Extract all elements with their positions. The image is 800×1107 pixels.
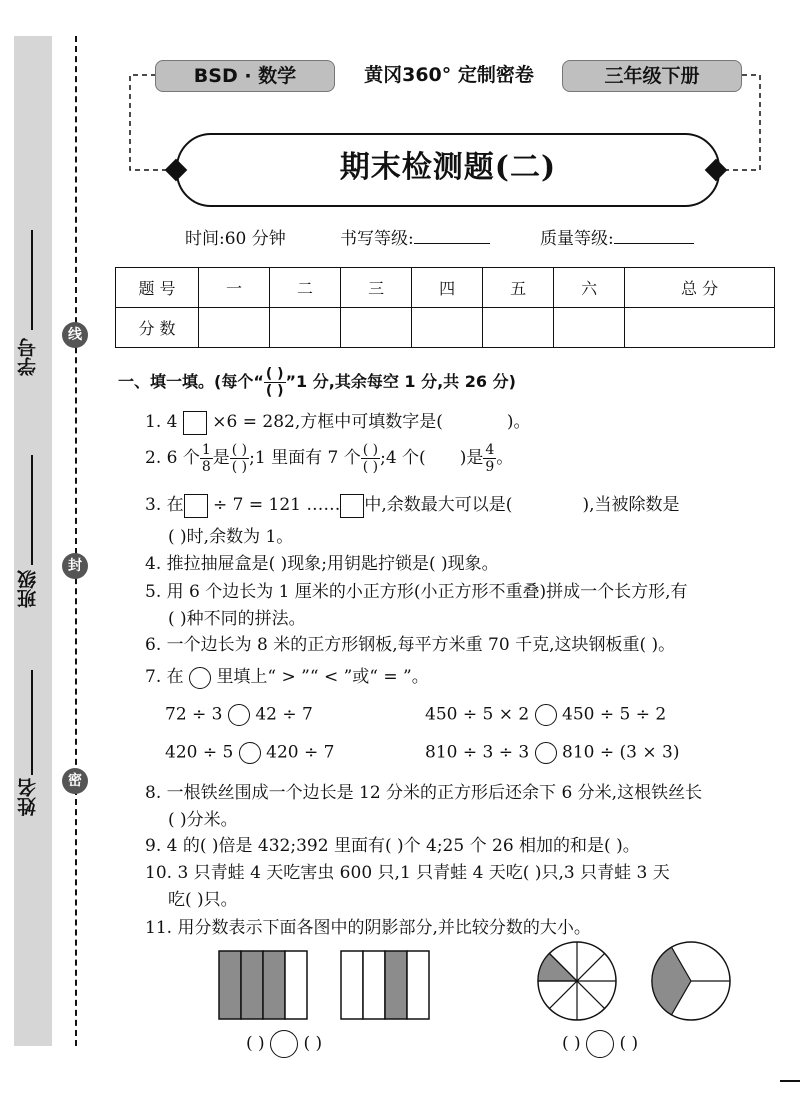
rectangle-figure-1 <box>218 950 310 1020</box>
compare-1: 72 ÷ 3 42 ÷ 7 <box>165 704 313 725</box>
answer-blank[interactable]: ( ) <box>246 1033 265 1054</box>
score-cell[interactable] <box>412 308 483 348</box>
question-9: 9. 4 的( )倍是 432;392 里面有( )个 4;25 个 26 相加的和是( )。 <box>145 836 640 856</box>
binding-margin <box>14 36 52 1046</box>
blank-fraction[interactable]: $\frac{( )}{( )}$ <box>362 442 379 475</box>
score-cell[interactable] <box>483 308 554 348</box>
circle-figure-1 <box>536 940 618 1022</box>
score-cell[interactable] <box>341 308 412 348</box>
header-cell: 题 号 <box>116 268 199 308</box>
section-1-title: 一、填一填。(每个“ $\frac{( )}{( )}$ ”1 分,其余每空 1 分,共 26 分) <box>118 366 516 399</box>
header-cell: 三 <box>341 268 412 308</box>
answer-box[interactable] <box>340 494 364 518</box>
page-title: 期末检测题(二) <box>176 133 720 207</box>
question-3: 3. 在 ÷ 7 = 121 …… 中,余数最大可以是( ),当被除数是 <box>145 490 680 518</box>
blank-fraction: $\frac{( )}{( )}$ <box>265 366 284 399</box>
compare-circle[interactable] <box>270 1030 298 1058</box>
question-5-line2: ( )种不同的拼法。 <box>168 609 306 629</box>
header-cell: 二 <box>270 268 341 308</box>
header-cell: 总 分 <box>625 268 775 308</box>
time-limit: 时间:60 分钟 <box>185 229 286 249</box>
score-table-header-row <box>116 268 775 308</box>
page-edge-mark <box>780 1080 800 1082</box>
name-line <box>31 670 33 775</box>
quality-grade: 质量等级: <box>540 224 694 249</box>
header-cell: 一 <box>199 268 270 308</box>
compare-4: 810 ÷ 3 ÷ 3 810 ÷ (3 × 3) <box>425 742 680 763</box>
compare-circle[interactable] <box>535 704 557 726</box>
student-id-label: 学号 <box>17 338 39 376</box>
answer-blank[interactable]: ( ) <box>619 1033 639 1054</box>
question-11: 11. 用分数表示下面各图中的阴影部分,并比较分数的大小。 <box>145 918 591 938</box>
seal-tag-xian: 线 <box>62 322 88 348</box>
q11-answer-pair-1 <box>246 1030 322 1058</box>
score-cell[interactable] <box>270 308 341 348</box>
name-label: 姓名 <box>17 778 39 816</box>
question-10: 10. 3 只青蛙 4 天吃害虫 600 只,1 只青蛙 4 天吃( )只,3 只青蛙 3 天 <box>145 863 670 883</box>
class-label: 班级 <box>17 570 39 608</box>
seal-dashed-line <box>75 36 77 1046</box>
header-cell: 四 <box>412 268 483 308</box>
score-cell[interactable] <box>554 308 625 348</box>
question-4: 4. 推拉抽屉盒是( )现象;用钥匙拧锁是( )现象。 <box>145 554 499 574</box>
score-table-score-row <box>116 308 775 348</box>
class-line <box>31 455 33 565</box>
compare-2: 450 ÷ 5 × 2 450 ÷ 5 ÷ 2 <box>425 704 667 725</box>
question-7: 7. 在 里填上“ > ”“ < ”或“ = ”。 <box>145 667 429 687</box>
student-id-line <box>31 230 33 330</box>
compare-circle[interactable] <box>228 704 250 726</box>
compare-circle[interactable] <box>239 742 261 764</box>
score-row-label: 分 数 <box>116 308 199 348</box>
question-10-line2: 吃( )只。 <box>168 890 238 910</box>
score-cell[interactable] <box>199 308 270 348</box>
grade-badge: 三年级下册 <box>562 60 742 92</box>
question-5: 5. 用 6 个边长为 1 厘米的小正方形(小正方形不重叠)拼成一个长方形,有 <box>145 582 688 602</box>
compare-circle[interactable] <box>189 667 211 689</box>
question-8-line2: ( )分米。 <box>168 810 238 830</box>
question-6: 6. 一个边长为 8 米的正方形钢板,每平方米重 70 千克,这块钢板重( )。 <box>145 635 676 655</box>
writing-grade: 书写等级: <box>340 224 490 249</box>
question-1: 1. 4 ×6 = 282,方框中可填数字是( )。 <box>145 407 531 435</box>
question-3-line2: ( )时,余数为 1。 <box>168 527 294 547</box>
compare-circle[interactable] <box>535 742 557 764</box>
rectangle-figure-2 <box>340 950 432 1020</box>
fraction: $\frac{4}{9}$ <box>485 442 495 475</box>
seal-tag-feng: 封 <box>62 553 88 579</box>
subject-badge: BSD · 数学 <box>155 60 335 92</box>
answer-box[interactable] <box>184 494 208 518</box>
blank-fraction[interactable]: $\frac{( )}{( )}$ <box>231 442 248 475</box>
q11-answer-pair-2 <box>562 1030 638 1058</box>
question-2: 2. 6 个 $\frac{1}{8}$ 是 $\frac{( )}{( )}$ ;1 里面有 7 个 $\frac{( )}{( )}$ ;4 个( )是 $\frac{4}{9}$ 。 <box>145 442 514 475</box>
header-cell: 六 <box>554 268 625 308</box>
brand-name: 黄冈360° 定制密卷 <box>364 64 534 86</box>
score-table <box>115 267 775 348</box>
circle-figure-2 <box>650 940 732 1022</box>
question-8: 8. 一根铁丝围成一个边长是 12 分米的正方形后还余下 6 分米,这根铁丝长 <box>145 783 703 803</box>
fraction: $\frac{1}{8}$ <box>201 442 211 475</box>
score-cell[interactable] <box>625 308 775 348</box>
answer-blank[interactable]: ( ) <box>562 1033 581 1054</box>
header-cell: 五 <box>483 268 554 308</box>
answer-box[interactable] <box>183 411 207 435</box>
seal-tag-mi: 密 <box>62 768 88 794</box>
answer-blank[interactable]: ( ) <box>303 1033 323 1054</box>
compare-3: 420 ÷ 5 420 ÷ 7 <box>165 742 335 763</box>
compare-circle[interactable] <box>586 1030 614 1058</box>
